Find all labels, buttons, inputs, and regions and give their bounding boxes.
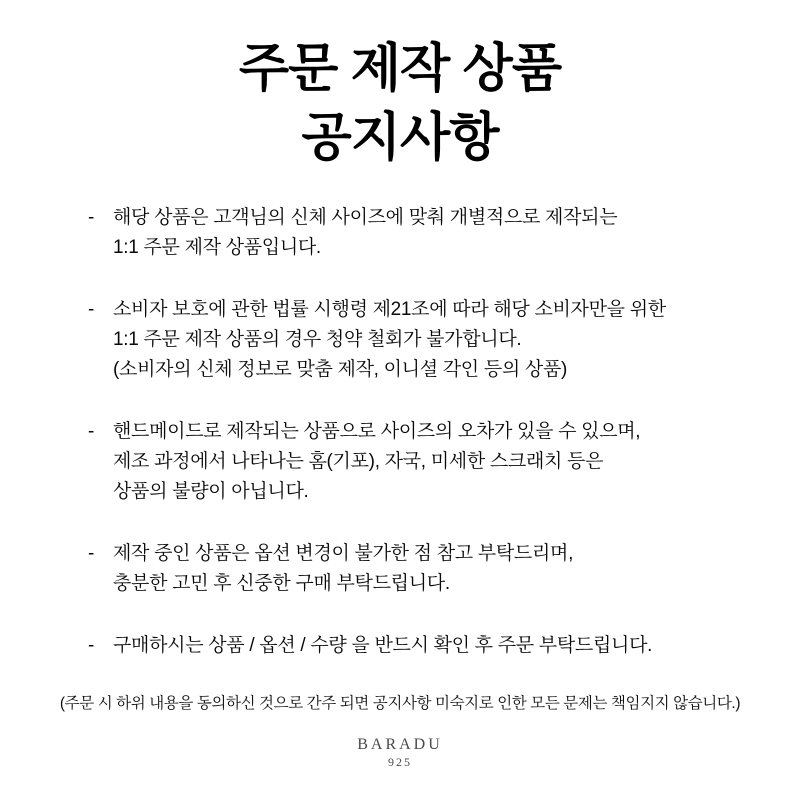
- notice-line: 상품의 불량이 아닙니다.: [113, 481, 309, 502]
- brand-logo: [0, 736, 800, 770]
- bullet-dash: -: [88, 299, 95, 320]
- notice-line: (소비자의 신체 정보로 맞춤 제작, 이니셜 각인 등의 상품): [113, 359, 568, 380]
- notice-item-lines: [113, 539, 760, 599]
- notice-item-lines: [113, 295, 760, 385]
- notice-item-check-before-order: [0, 631, 800, 661]
- page-title: [0, 0, 800, 173]
- notice-line: 제작 중인 상품은 옵션 변경이 불가한 점 참고 부탁드리며,: [113, 543, 574, 564]
- notice-line: 해당 상품은 고객님의 신체 사이즈에 맞춰 개별적으로 제작되는: [113, 207, 618, 228]
- brand-number: 925: [388, 755, 412, 769]
- notice-line: 1:1 주문 제작 상품입니다.: [113, 237, 321, 258]
- page-title-line-1: 주문 제작 상품: [238, 40, 562, 98]
- notice-line: 충분한 고민 후 신중한 구매 부탁드립니다.: [113, 573, 450, 594]
- notice-line: 구매하시는 상품 / 옵션 / 수량 을 반드시 확인 후 주문 부탁드립니다.: [113, 635, 653, 656]
- notice-item-no-cancellation: [0, 295, 800, 385]
- bullet-dash: -: [88, 421, 95, 442]
- notice-item-custom-made: [0, 203, 800, 263]
- notice-line: 소비자 보호에 관한 법률 시행령 제21조에 따라 해당 소비자만을 위한: [113, 299, 666, 320]
- notice-item-lines: [113, 203, 760, 263]
- notice-line: 핸드메이드로 제작되는 상품으로 사이즈의 오차가 있을 수 있으며,: [113, 421, 641, 442]
- notice-line: 제조 과정에서 나타나는 홈(기포), 자국, 미세한 스크래치 등은: [113, 451, 604, 472]
- notice-body: [0, 203, 800, 661]
- bullet-dash: -: [88, 635, 95, 656]
- notice-line: 1:1 주문 제작 상품의 경우 청약 철회가 불가합니다.: [113, 329, 522, 350]
- notice-item-no-option-change: [0, 539, 800, 599]
- notice-item-lines: [113, 417, 760, 507]
- brand-name: BARADU: [357, 736, 443, 753]
- page-title-line-2: 공지사항: [301, 109, 499, 167]
- notice-item-handmade-tolerance: [0, 417, 800, 507]
- bullet-dash: -: [88, 207, 95, 228]
- disclaimer-note: (주문 시 하위 내용을 동의하신 것으로 간주 되면 공지사항 미숙지로 인한 모든 문제는 책임지지 않습니다.): [59, 695, 741, 712]
- bullet-dash: -: [88, 543, 95, 564]
- notice-item-lines: [113, 631, 760, 661]
